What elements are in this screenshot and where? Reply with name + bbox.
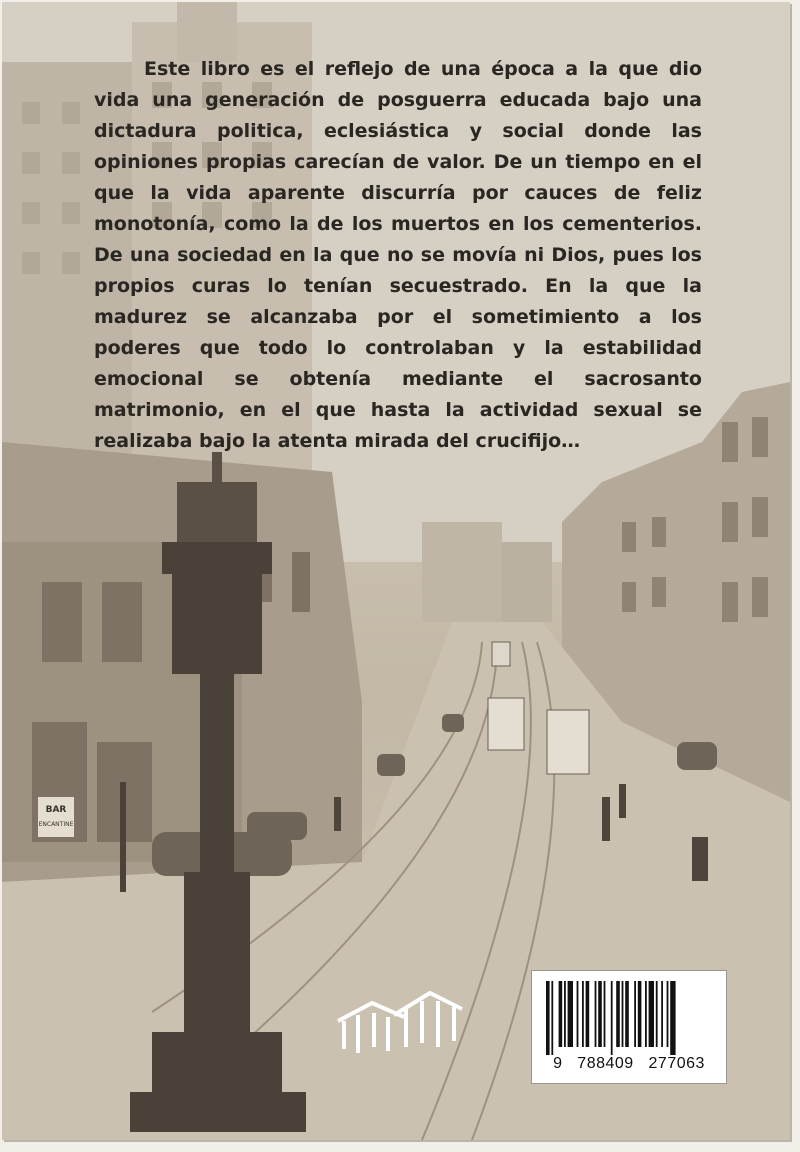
barcode-bar <box>656 981 658 1047</box>
barcode-bar <box>661 981 663 1047</box>
barcode-bar <box>564 981 566 1047</box>
barcode-bar <box>568 981 573 1047</box>
barcode-bar <box>634 981 636 1047</box>
barcode-bar <box>559 981 563 1047</box>
barcode-bars <box>546 981 716 1055</box>
barcode-bar <box>604 981 606 1047</box>
isbn-number: 9 788409 277063 <box>553 1055 705 1072</box>
barcode-bar <box>638 981 642 1047</box>
barcode-bar <box>670 981 675 1055</box>
isbn-barcode <box>531 970 727 1084</box>
barcode-bar <box>622 981 624 1047</box>
barcode-bar <box>616 981 620 1047</box>
barcode-bar <box>582 981 584 1047</box>
barcode-bar <box>625 981 629 1047</box>
barcode-bar <box>551 981 553 1055</box>
bar-sign-name: ENCANTINE <box>38 821 74 828</box>
barcode-bar <box>546 981 550 1055</box>
barcode-bar <box>667 981 669 1047</box>
barcode-bar <box>611 981 613 1055</box>
back-cover-blurb <box>94 54 702 457</box>
barcode-bar <box>595 981 597 1047</box>
barcode-bar <box>598 981 602 1047</box>
barcode-bar <box>649 981 654 1047</box>
bar-sign-label: BAR <box>45 805 67 815</box>
barcode-bar <box>577 981 579 1047</box>
back-cover <box>2 2 790 1140</box>
publisher-logo <box>332 987 467 1057</box>
barcode-bar <box>586 981 590 1047</box>
barcode-bar <box>645 981 647 1047</box>
blurb-paragraph: Este libro es el reflejo de una época a la que dio vida una generación de posguerra educada bajo una dictadura politica, eclesiástica y social donde las opiniones propias carecían de valor. De un tiempo en el que la vida aparente discurría por cauces de feliz monotonía, como la de los muertos en los cementerios. De una sociedad en la que no se movía ni Dios, pues los propios curas lo tenían secuestrado. En la que la madurez se alcanzaba por el sometimiento a los poderes que todo lo controlaban y la estabilidad emocional se obtenía mediante el sacrosanto matrimonio, en el que hasta la actividad sexual se realizaba bajo la atenta mirada del crucifijo… <box>94 58 702 452</box>
